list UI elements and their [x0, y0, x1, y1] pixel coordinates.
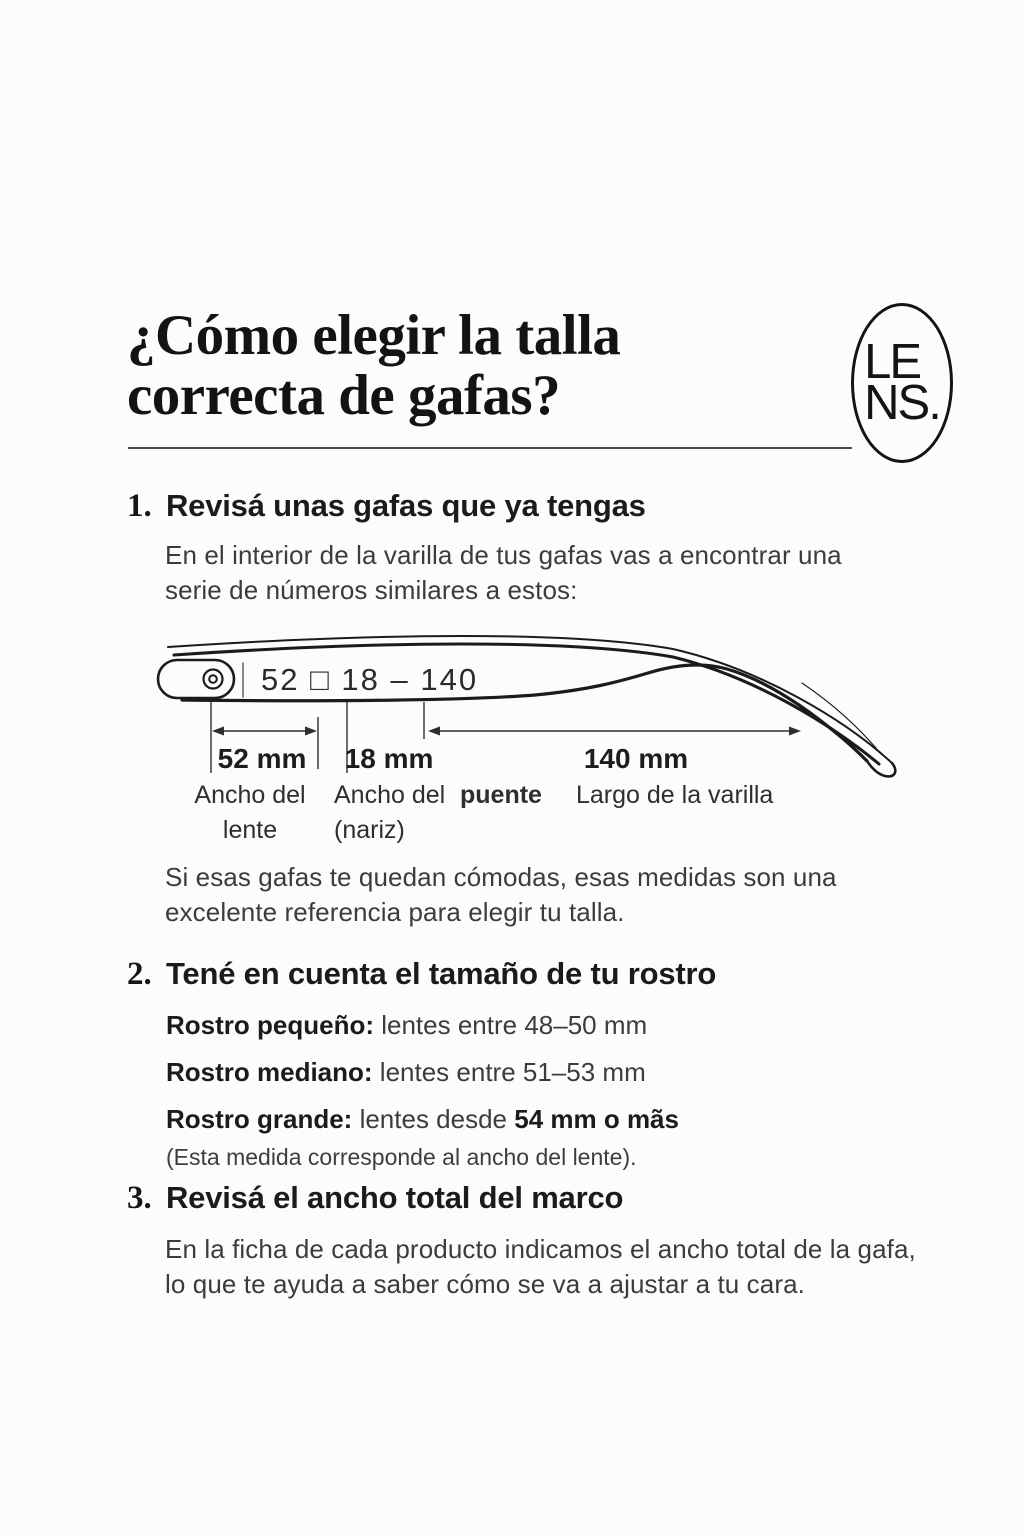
bridge-width-label-bold: puente: [460, 781, 542, 809]
face-size-item-large-bold: 54 mm o mãs: [514, 1104, 679, 1134]
section2-number: 2.: [127, 956, 152, 992]
temple-size-marking: 52 □ 18 – 140: [261, 662, 479, 697]
section1-number: 1.: [127, 488, 152, 524]
section2-title: Tené en cuenta el tamaño de tu rostro: [166, 956, 717, 991]
bridge-width-label-line2: (nariz): [334, 816, 405, 844]
face-size-item-small-text: lentes entre 48–50 mm: [374, 1010, 648, 1040]
hinge-screw-center: [209, 675, 217, 683]
section1-heading: [127, 488, 646, 525]
face-size-item-medium-text: lentes entre 51–53 mm: [372, 1057, 646, 1087]
section2-heading: [127, 956, 716, 993]
lens-width-label-line1: Ancho del: [194, 781, 306, 809]
bridge-width-label-prefix: Ancho del: [334, 781, 446, 809]
glasses-temple-diagram: [140, 605, 940, 855]
page-title-line1: ¿Cómo elegir la talla: [127, 304, 621, 367]
section1-body-line1: En el interior de la varilla de tus gafas vas a encontrar una: [165, 540, 842, 570]
lens-brand-logo-text: [864, 335, 940, 430]
face-size-list: [166, 1002, 679, 1143]
face-size-item-medium-label: Rostro mediano:: [166, 1057, 373, 1087]
page-title: [127, 306, 620, 426]
section3-heading: [127, 1180, 623, 1217]
lens-width-value: 52 mm: [217, 743, 307, 774]
section3-body: [165, 1232, 916, 1302]
section3-title: Revisá el ancho total del marco: [166, 1180, 624, 1215]
hinge-screw-icon: [204, 670, 223, 689]
lens-width-label-line2: lente: [222, 816, 278, 844]
section1-after-line1: Si esas gafas te quedan cómodas, esas medidas son una: [165, 862, 837, 892]
section3-number: 3.: [127, 1180, 152, 1216]
bridge-width-value: 18 mm: [344, 743, 434, 774]
face-size-item-small-label: Rostro pequeño:: [166, 1010, 374, 1040]
face-size-item-large-text: lentes desde: [352, 1104, 515, 1134]
temple-length-label: Largo de la varilla: [576, 781, 774, 809]
section1-title: Revisá unas gafas que ya tengas: [166, 488, 646, 523]
temple-length-value: 140 mm: [583, 743, 689, 774]
face-size-item-small: [166, 1002, 679, 1049]
lens-width-note: (Esta medida corresponde al ancho del lente).: [166, 1144, 637, 1170]
header-divider: [128, 447, 852, 449]
face-size-item-large-label: Rostro grande:: [166, 1104, 353, 1134]
face-size-item-large: [166, 1096, 679, 1143]
section1-after-diagram: [165, 860, 837, 930]
lens-brand-logo: [851, 303, 953, 463]
logo-line2: NS.: [864, 376, 940, 430]
page-title-line2: correcta de gafas?: [127, 364, 561, 427]
section1-body: [165, 538, 842, 608]
face-size-item-medium: [166, 1049, 679, 1096]
section1-after-line2: excelente referencia para elegir tu talla.: [165, 897, 625, 927]
section1-body-line2: serie de números similares a estos:: [165, 575, 578, 605]
section3-body-line2: lo que te ayuda a saber cómo se va a ajustar a tu cara.: [165, 1269, 805, 1299]
section3-body-line1: En la ficha de cada producto indicamos el ancho total de la gafa,: [165, 1234, 916, 1264]
logo-line1: LE: [864, 335, 921, 389]
